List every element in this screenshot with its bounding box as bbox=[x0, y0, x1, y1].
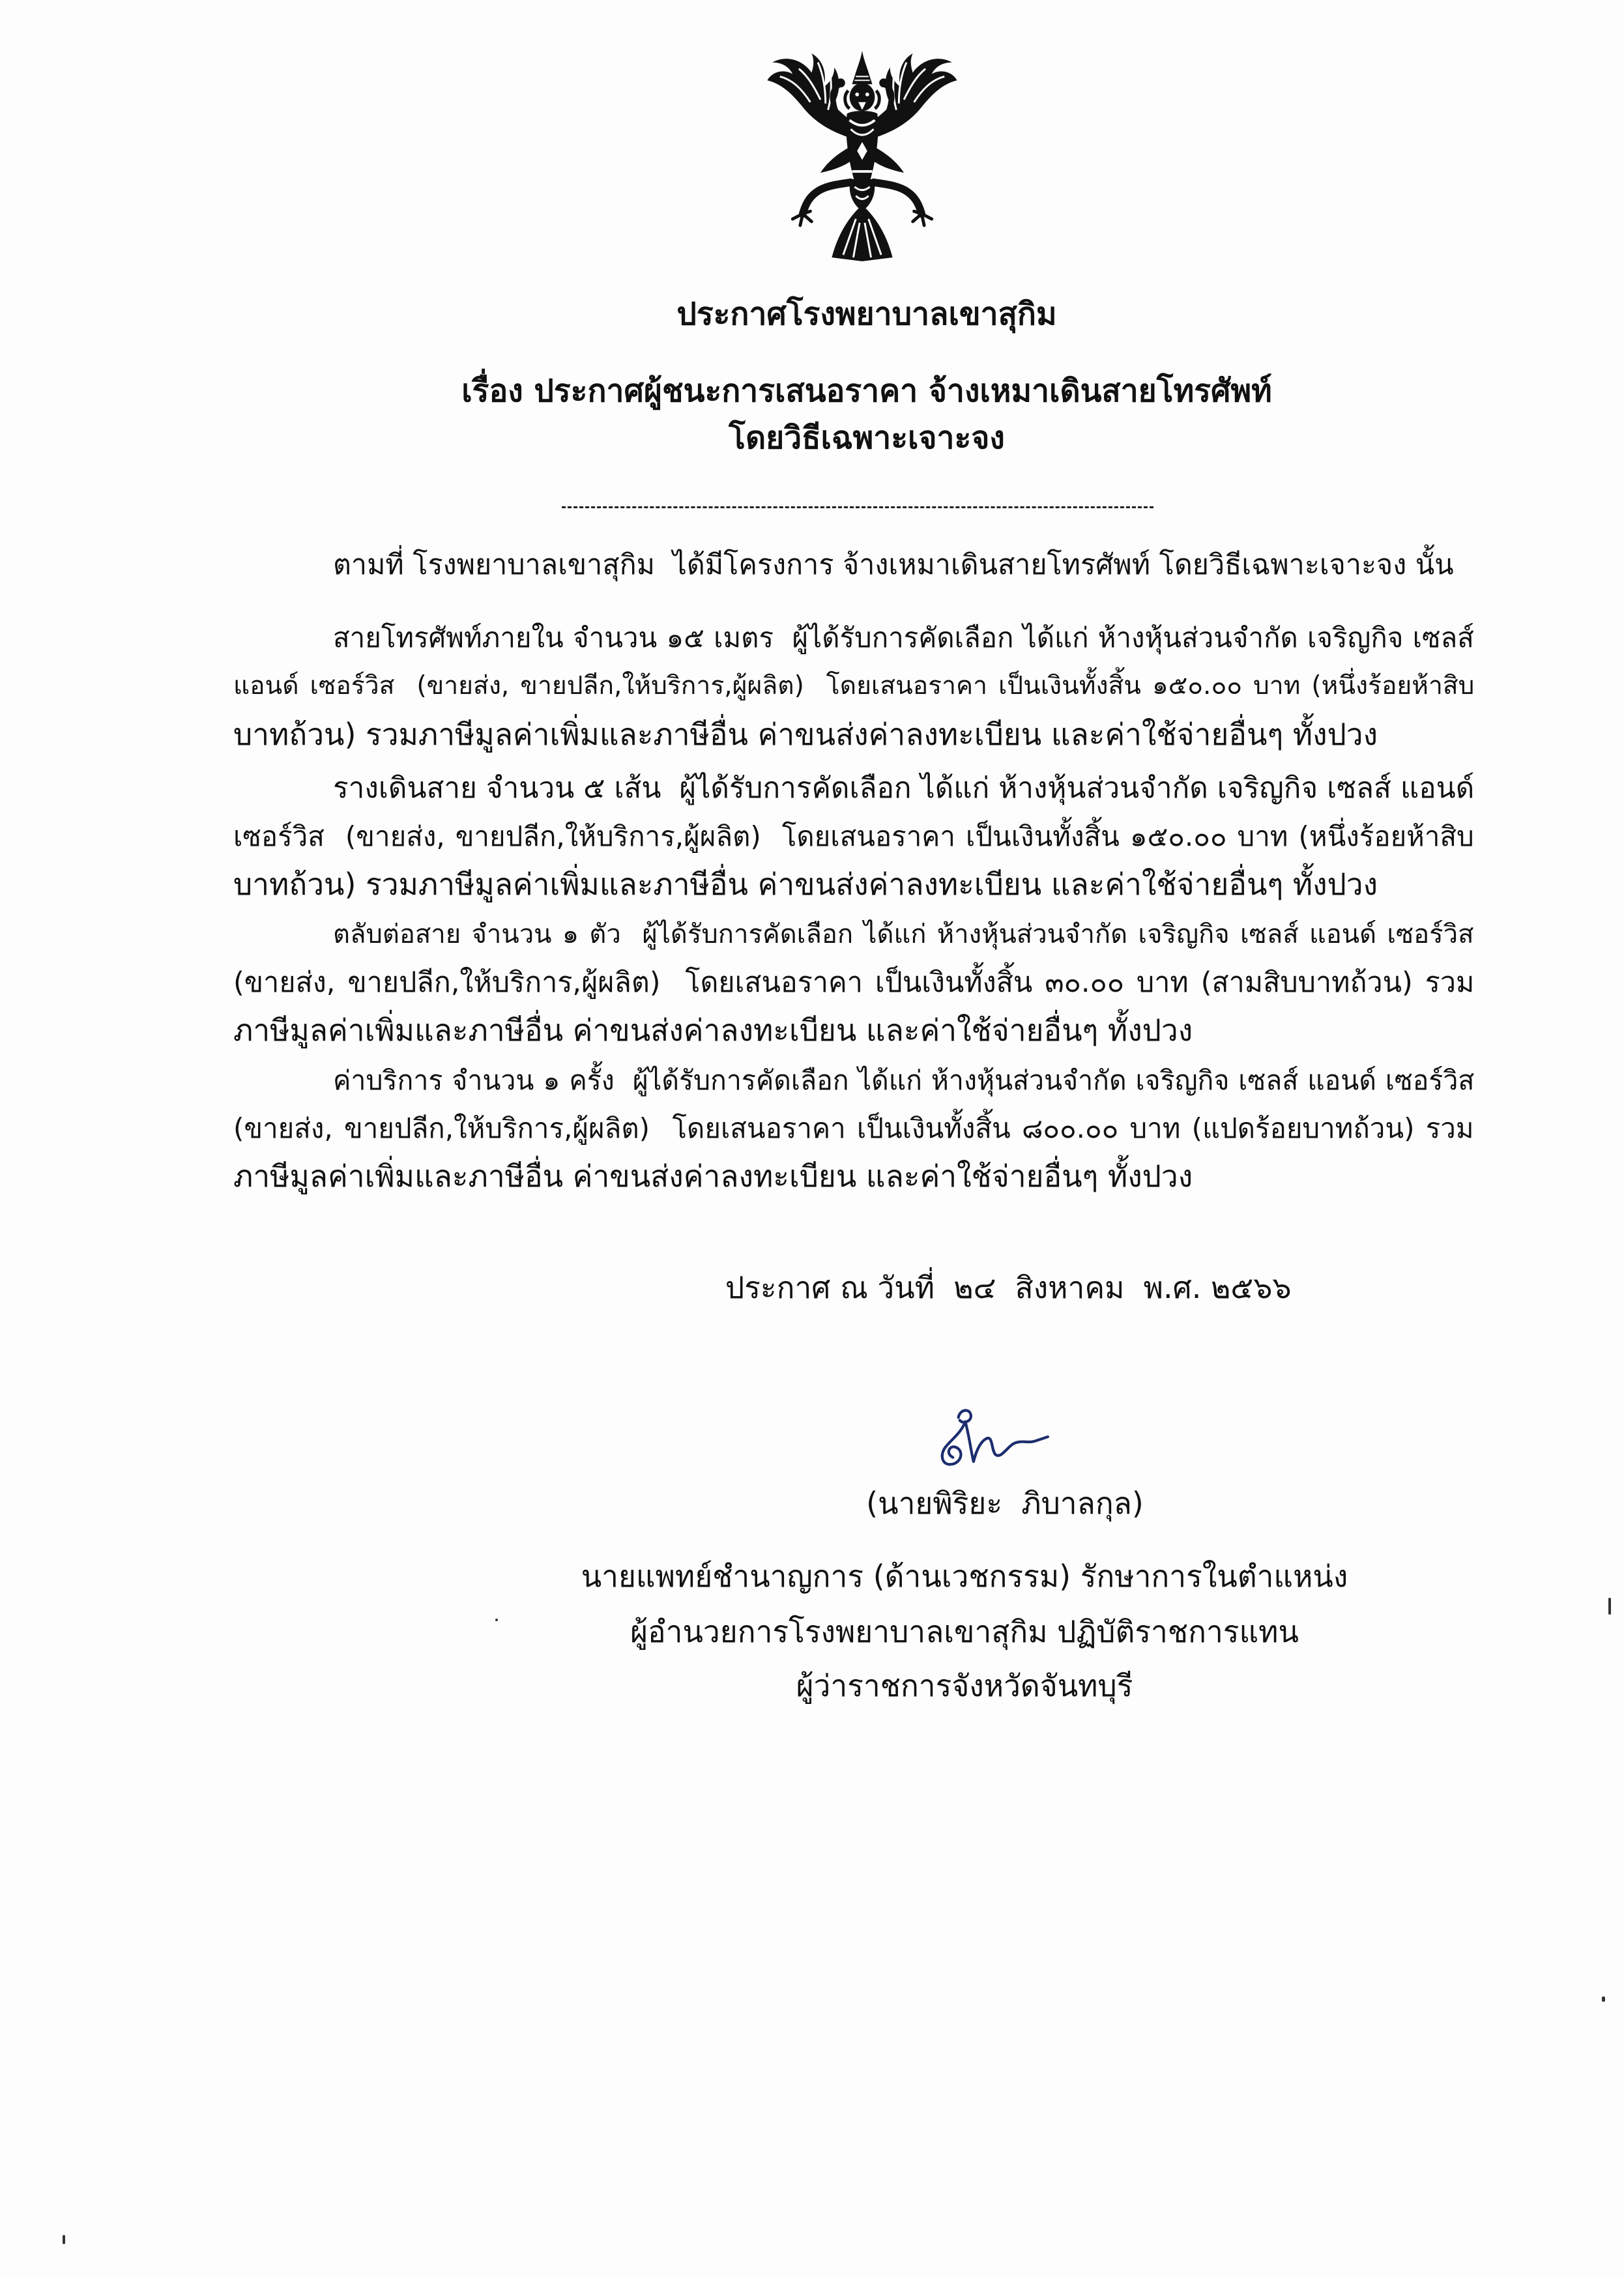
title-divider bbox=[562, 506, 1153, 508]
announcement-date: ประกาศ ณ วันที่ ๒๔ สิงหาคม พ.ศ. ๒๕๖๖ bbox=[725, 1270, 1292, 1305]
award-item-line: (ขายส่ง, ขายปลีก,ให้บริการ,ผู้ผลิต) โดยเสนอราคา เป็นเงินทั้งสิ้น ๘๐๐.๐๐ บาท (แปดร้อยบาทถ้วน) รวม bbox=[233, 1112, 1474, 1144]
award-item-line: เซอร์วิส (ขายส่ง, ขายปลีก,ให้บริการ,ผู้ผลิต) โดยเสนอราคา เป็นเงินทั้งสิ้น ๑๕๐.๐๐ บาท (หนึ่งร้อยห้าสิบ bbox=[233, 820, 1474, 852]
signature bbox=[925, 1401, 1049, 1473]
award-item-line: บาทถ้วน) รวมภาษีมูลค่าเพิ่มและภาษีอื่น ค่าขนส่งค่าลงทะเบียน และค่าใช้จ่ายอื่นๆ ทั้งปวง bbox=[233, 867, 1378, 902]
signatory-position-line: ผู้อำนวยการโรงพยาบาลเขาสุกิม ปฏิบัติราชการแทน bbox=[630, 1614, 1299, 1649]
garuda-emblem bbox=[755, 51, 970, 263]
scan-speck bbox=[63, 2235, 65, 2244]
award-item-line: บาทถ้วน) รวมภาษีมูลค่าเพิ่มและภาษีอื่น ค่าขนส่งค่าลงทะเบียน และค่าใช้จ่ายอื่นๆ ทั้งปวง bbox=[233, 717, 1378, 752]
scan-speck bbox=[495, 1619, 498, 1621]
title-line-organization: ประกาศโรงพยาบาลเขาสุกิม bbox=[676, 296, 1057, 332]
award-item-line: ภาษีมูลค่าเพิ่มและภาษีอื่น ค่าขนส่งค่าลงทะเบียน และค่าใช้จ่ายอื่นๆ ทั้งปวง bbox=[233, 1159, 1193, 1194]
award-item-line: สายโทรศัพท์ภายใน จำนวน ๑๕ เมตร ผู้ได้รับการคัดเลือก ได้แก่ ห้างหุ้นส่วนจำกัด เจริญกิจ เซลส์ bbox=[333, 622, 1474, 654]
award-item-line: รางเดินสาย จำนวน ๕ เส้น ผู้ได้รับการคัดเลือก ได้แก่ ห้างหุ้นส่วนจำกัด เจริญกิจ เซลส์ แอนด์ bbox=[333, 771, 1474, 805]
intro-paragraph: ตามที่ โรงพยาบาลเขาสุกิม ได้มีโครงการ จ้างเหมาเดินสายโทรศัพท์ โดยวิธีเฉพาะเจาะจง นั้น bbox=[333, 549, 1454, 581]
title-line-method: โดยวิธีเฉพาะเจาะจง bbox=[729, 420, 1005, 456]
scan-speck bbox=[1608, 1598, 1611, 1615]
signatory-position-line: ผู้ว่าราชการจังหวัดจันทบุรี bbox=[796, 1668, 1133, 1703]
award-item-line: ภาษีมูลค่าเพิ่มและภาษีอื่น ค่าขนส่งค่าลงทะเบียน และค่าใช้จ่ายอื่นๆ ทั้งปวง bbox=[233, 1013, 1193, 1048]
award-item-line: (ขายส่ง, ขายปลีก,ให้บริการ,ผู้ผลิต) โดยเสนอราคา เป็นเงินทั้งสิ้น ๓๐.๐๐ บาท (สามสิบบาทถ้วน) รวม bbox=[233, 966, 1474, 999]
scan-speck bbox=[1602, 1997, 1605, 2002]
title-line-subject: เรื่อง ประกาศผู้ชนะการเสนอราคา จ้างเหมาเดินสายโทรศัพท์ bbox=[461, 373, 1272, 409]
signatory-name: (นายพิริยะ ภิบาลกุล) bbox=[866, 1486, 1144, 1521]
award-item-line: ตลับต่อสาย จำนวน ๑ ตัว ผู้ได้รับการคัดเลือก ได้แก่ ห้างหุ้นส่วนจำกัด เจริญกิจ เซลส์ แอนด์ เซอร์วิส bbox=[333, 919, 1474, 949]
award-item-line: ค่าบริการ จำนวน ๑ ครั้ง ผู้ได้รับการคัดเลือก ได้แก่ ห้างหุ้นส่วนจำกัด เจริญกิจ เซลส์ แอนด์ เซอร์วิส bbox=[333, 1065, 1474, 1096]
signatory-position-line: นายแพทย์ชำนาญการ (ด้านเวชกรรม) รักษาการในตำแหน่ง bbox=[581, 1559, 1348, 1594]
award-item-line: แอนด์ เซอร์วิส (ขายส่ง, ขายปลีก,ให้บริการ,ผู้ผลิต) โดยเสนอราคา เป็นเงินทั้งสิ้น ๑๕๐.๐๐ บาท (หนึ่งร้อยห้าสิบ bbox=[233, 671, 1474, 700]
